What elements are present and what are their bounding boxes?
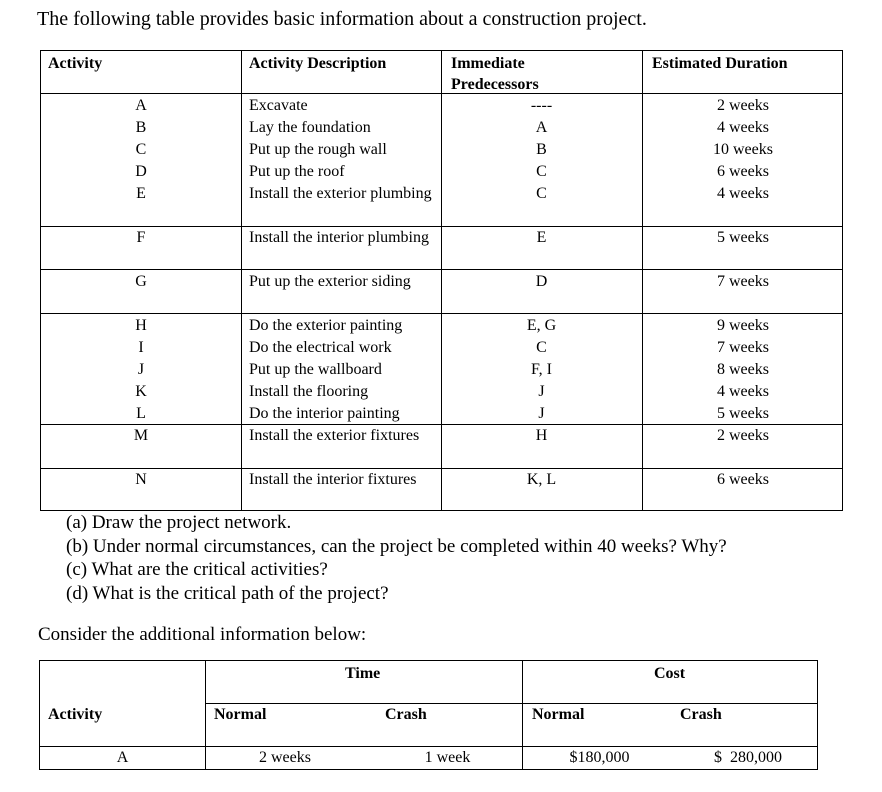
intro-text: The following table provides basic information about a construction project. <box>37 8 647 30</box>
row-duration: 4 weeks <box>717 185 769 202</box>
row-duration: 7 weeks <box>717 273 769 290</box>
row-activity: E <box>136 185 146 202</box>
t2-time-normal: 2 weeks <box>259 749 311 766</box>
row-activity: K <box>135 383 147 400</box>
row-predecessors: J <box>538 383 545 400</box>
row-activity: J <box>137 361 145 378</box>
row-description: Put up the rough wall <box>249 141 387 158</box>
row-activity: G <box>135 273 147 290</box>
row-activity: N <box>135 471 147 488</box>
row-activity: H <box>135 317 147 334</box>
row-predecessors: J <box>538 405 545 422</box>
row-duration: 10 weeks <box>713 141 773 158</box>
row-activity: B <box>135 119 147 136</box>
question-b: (b) Under normal circumstances, can the project be completed within 40 weeks? Why? <box>66 536 727 557</box>
t2-header-time-normal: Normal <box>214 706 267 723</box>
row-description: Put up the exterior siding <box>249 273 411 290</box>
row-description: Install the interior plumbing <box>249 229 429 246</box>
row-description: Put up the roof <box>249 163 345 180</box>
row-activity: C <box>135 141 147 158</box>
row-duration: 8 weeks <box>717 361 769 378</box>
row-description: Do the interior painting <box>249 405 400 422</box>
row-predecessors: D <box>535 273 548 290</box>
row-activity: L <box>136 405 146 422</box>
row-predecessors: E, G <box>526 317 557 334</box>
row-predecessors: K, L <box>526 471 557 488</box>
row-description: Install the interior fixtures <box>249 471 417 488</box>
row-duration: 2 weeks <box>717 97 769 114</box>
question-a: (a) Draw the project network. <box>66 512 292 533</box>
row-activity: M <box>133 427 149 444</box>
row-predecessors: F, I <box>531 361 552 378</box>
row-duration: 5 weeks <box>717 229 769 246</box>
row-activity: F <box>136 229 146 246</box>
t2-header-activity: Activity <box>48 706 103 723</box>
t2-header-cost: Cost <box>654 665 686 682</box>
row-description: Put up the wallboard <box>249 361 382 378</box>
t2-activity: A <box>116 749 129 766</box>
row-duration: 4 weeks <box>717 119 769 136</box>
row-description: Lay the foundation <box>249 119 371 136</box>
row-duration: 2 weeks <box>717 427 769 444</box>
question-d: (d) What is the critical path of the project? <box>66 583 389 604</box>
row-duration: 9 weeks <box>717 317 769 334</box>
row-activity: A <box>135 97 147 114</box>
row-description: Do the exterior painting <box>249 317 403 334</box>
row-activity: D <box>135 163 147 180</box>
t2-header-time-crash: Crash <box>385 706 427 723</box>
row-predecessors: E <box>536 229 547 246</box>
row-duration: 5 weeks <box>717 405 769 422</box>
row-predecessors: A <box>535 119 548 136</box>
row-predecessors: C <box>536 163 547 180</box>
row-duration: 7 weeks <box>717 339 769 356</box>
row-description: Install the exterior plumbing <box>249 185 432 202</box>
header-duration: Estimated Duration <box>652 55 788 72</box>
header-predecessors-2: Predecessors <box>451 76 539 93</box>
row-activity: I <box>138 339 144 356</box>
row-duration: 6 weeks <box>717 471 769 488</box>
row-predecessors: C <box>536 339 547 356</box>
row-predecessors: H <box>535 427 548 444</box>
t2-header-cost-normal: Normal <box>532 706 585 723</box>
row-description: Excavate <box>249 97 308 114</box>
row-duration: 6 weeks <box>717 163 769 180</box>
row-description: Install the flooring <box>249 383 369 400</box>
header-description: Activity Description <box>249 55 387 72</box>
t2-cost-crash: $ 280,000 <box>714 749 782 766</box>
header-predecessors-1: Immediate <box>451 55 525 72</box>
t2-header-time: Time <box>345 665 381 682</box>
t2-time-crash: 1 week <box>424 749 471 766</box>
row-description: Install the exterior fixtures <box>249 427 420 444</box>
row-predecessors: ---- <box>530 97 553 114</box>
header-activity: Activity <box>48 55 103 72</box>
row-duration: 4 weeks <box>717 383 769 400</box>
row-predecessors: C <box>536 185 547 202</box>
consider-text: Consider the additional information below: <box>38 624 367 645</box>
project-activity-table <box>40 50 843 511</box>
row-description: Do the electrical work <box>249 339 392 356</box>
row-predecessors: B <box>536 141 547 158</box>
t2-cost-normal: $180,000 <box>569 749 630 766</box>
t2-header-cost-crash: Crash <box>680 706 722 723</box>
cost-time-table <box>39 660 818 770</box>
question-c: (c) What are the critical activities? <box>66 559 328 580</box>
